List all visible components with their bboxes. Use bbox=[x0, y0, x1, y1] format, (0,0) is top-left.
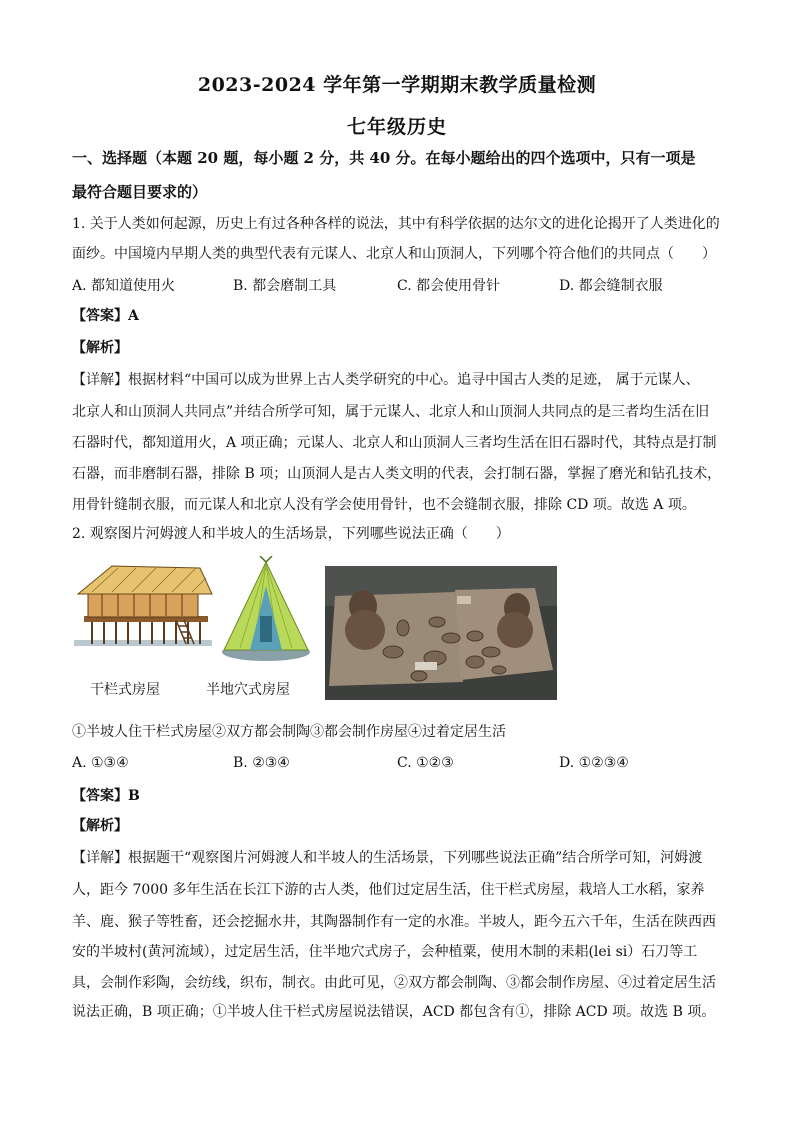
q2-option-b: B. ②③④ bbox=[233, 755, 290, 771]
q2-option-c: C. ①②③ bbox=[397, 755, 454, 771]
q1-detail-line3: 石器时代，都知道用火，A 项正确；元谋人、北京人和山顶洞人三者均生活在旧石器时代，其特点是打制 bbox=[72, 435, 717, 451]
q2-detail-line6: 说法正确，B 项正确；①半坡人住干栏式房屋说法错误，ACD 都包含有①，排除 ACD 项。故选 B 项。 bbox=[72, 1004, 716, 1020]
q2-stem: 2. 观察图片河姆渡人和半坡人的生活场景，下列哪些说法正确（ ） bbox=[72, 526, 510, 542]
stilt-house-image bbox=[72, 560, 214, 660]
q2-detail-line4: 安的半坡村(黄河流域），过定居生活，住半地穴式房子，会种植粟，使用木制的耒耜(lei si）石刀等工 bbox=[72, 944, 698, 960]
q1-stem-line2: 面纱。中国境内早期人类的典型代表有元谋人、北京人和山顶洞人，下列哪个符合他们的共同点（ ） bbox=[72, 246, 716, 262]
q1-option-b: B. 都会磨制工具 bbox=[233, 278, 337, 294]
q1-answer: 【答案】A bbox=[72, 308, 139, 324]
q1-stem-line1: 1. 关于人类如何起源，历史上有过各种各样的说法，其中有科学依据的达尔文的进化论揭开了人类进化的 bbox=[72, 216, 720, 232]
q2-detail-line3: 羊、鹿、猴子等牲畜，还会挖掘水井，其陶器制作有一定的水准。半坡人，距今五六千年，生活在陕西西 bbox=[72, 914, 716, 930]
caption-stilt-house: 干栏式房屋 bbox=[90, 682, 160, 698]
q2-option-a: A. ①③④ bbox=[72, 755, 129, 771]
q2-answer: 【答案】B bbox=[72, 788, 140, 804]
exam-title: 2023-2024 学年第一学期期末教学质量检测 bbox=[197, 74, 597, 96]
q1-option-c: C. 都会使用骨针 bbox=[397, 278, 501, 294]
q2-option-d: D. ①②③④ bbox=[559, 755, 629, 771]
q1-analysis-label: 【解析】 bbox=[72, 340, 128, 356]
q1-detail-line1: 【详解】根据材料“中国可以成为世界上古人类学研究的中心。追寻中国古人类的足迹， 属于元谋人、 bbox=[72, 372, 700, 388]
q2-detail-line2: 人，距今 7000 多年生活在长江下游的古人类，他们过定居生活，住干栏式房屋，栽培人工水稻，家养 bbox=[72, 882, 705, 898]
q1-detail-line5: 用骨针缝制衣服，而元谋人和北京人没有学会使用骨针，也不会缝制衣服，排除 CD 项。故选 A 项。 bbox=[72, 497, 696, 513]
q2-statement: ①半坡人住干栏式房屋②双方都会制陶③都会制作房屋④过着定居生活 bbox=[72, 724, 506, 740]
q1-option-a: A. 都知道使用火 bbox=[72, 278, 176, 294]
q1-detail-line4: 石器，而非磨制石器，排除 B 项；山顶洞人是古人类文明的代表，会打制石器，掌握了磨光和钻孔技术， bbox=[72, 466, 722, 482]
caption-semi-subterranean-house: 半地穴式房屋 bbox=[206, 682, 290, 698]
q1-detail-line2: 北京人和山顶洞人共同点”并结合所学可知，属于元谋人、北京人和山顶洞人共同点的是三者均生活在旧 bbox=[72, 404, 710, 420]
exam-subject: 七年级历史 bbox=[346, 116, 447, 138]
q2-detail-line5: 具，会制作彩陶，会纺线，织布，制衣。由此可见，②双方都会制陶、③都会制作房屋、④过着定居生活 bbox=[72, 975, 716, 991]
pottery-making-photo bbox=[325, 566, 557, 700]
q2-analysis-label: 【解析】 bbox=[72, 818, 128, 834]
q2-detail-line1: 【详解】根据题干“观察图片河姆渡人和半坡人的生活场景，下列哪些说法正确”结合所学可知，河姆渡 bbox=[72, 850, 703, 866]
q1-option-d: D. 都会缝制衣服 bbox=[559, 278, 663, 294]
semi-subterranean-house-image bbox=[216, 556, 316, 664]
section-heading-line2: 最符合题目要求的） bbox=[72, 183, 208, 201]
section-heading-line1: 一、选择题（本题 20 题，每小题 2 分，共 40 分。在每小题给出的四个选项中，只有一项是 bbox=[72, 149, 696, 167]
